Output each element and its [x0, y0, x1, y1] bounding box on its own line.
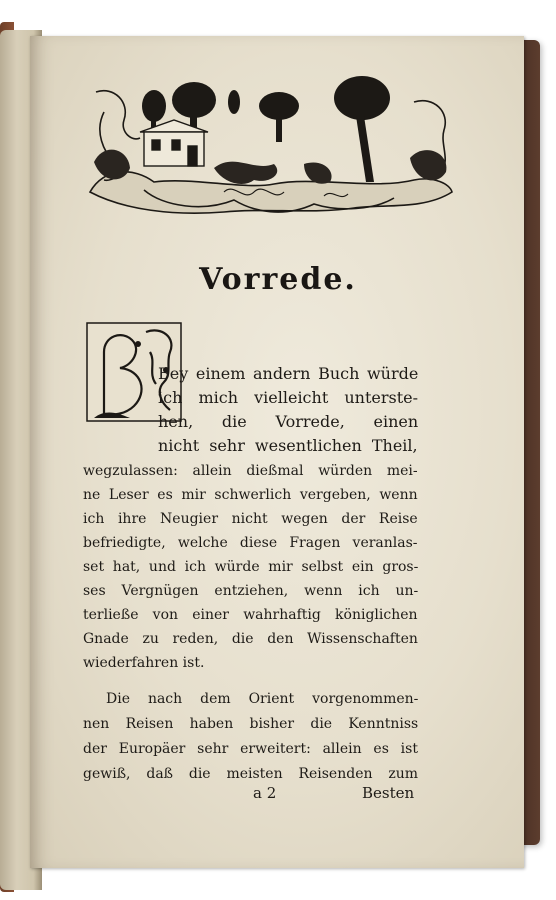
text-line: nen Reisen haben bisher die Kenntniss — [83, 716, 419, 732]
text-line: der Europäer sehr erweitert: allein es ist — [83, 741, 418, 757]
text-line: Gnade zu reden, die den Wissenschaften — [83, 631, 418, 647]
text-line: Bey einem andern Buch würde — [158, 364, 419, 383]
text-line: nicht sehr wesentlichen Theil, — [158, 436, 418, 455]
text-line: ich ihre Neugier nicht wegen der Reise — [83, 511, 418, 527]
text-line: wiederfahren ist. — [83, 655, 205, 671]
text-line: befriedigte, welche diese Fragen veranlas- — [83, 535, 418, 551]
catchword: Besten — [362, 784, 415, 802]
text-line: gewiß, daß die meisten Reisenden zum — [83, 766, 419, 782]
text-line: Die nach dem Orient vorgenommen- — [106, 691, 419, 707]
text-line: ses Vergnügen entziehen, wenn ich un- — [83, 583, 419, 599]
text-line: ich mich vielleicht unterste- — [158, 388, 419, 407]
text-line: set hat, und ich würde mir selbst ein gros- — [83, 559, 419, 575]
text-line: terließe von einer wahrhaftig königlichen — [83, 607, 418, 623]
signature-mark: a 2 — [253, 784, 277, 802]
text-line: wegzulassen: allein dießmal würden mei- — [83, 463, 418, 479]
text-line: hen, die Vorrede, einen — [158, 412, 419, 431]
text-line: ne Leser es mir schwerlich vergeben, wenn — [83, 487, 418, 503]
page-title: Vorrede. — [199, 262, 357, 297]
